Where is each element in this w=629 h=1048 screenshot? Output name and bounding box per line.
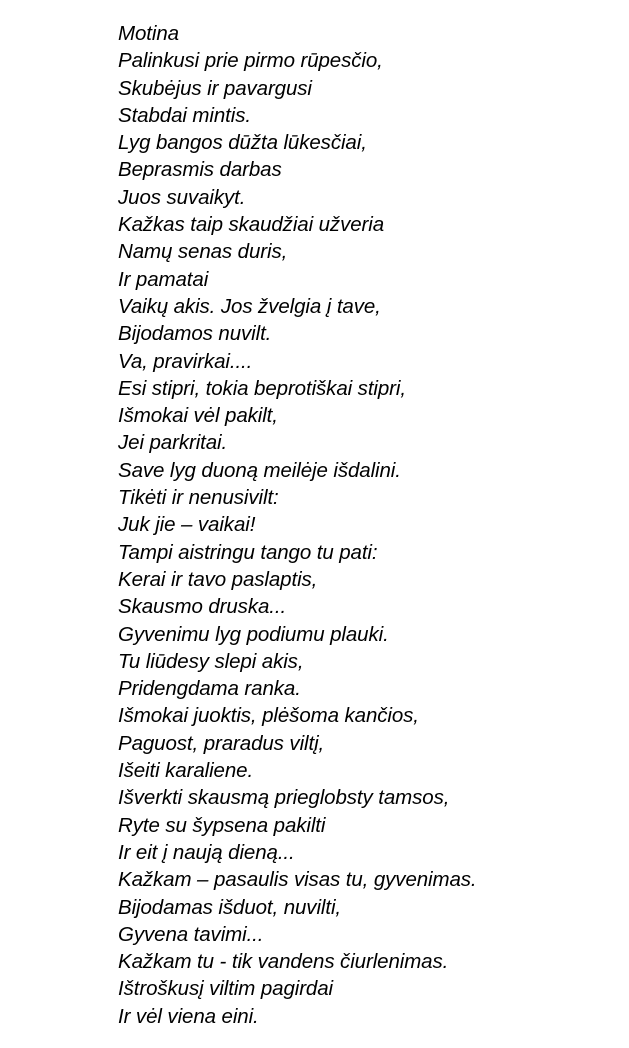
poem-line: Kažkas taip skaudžiai užveria [118, 213, 385, 237]
poem-line: Skubėjus ir pavargusi [118, 76, 312, 100]
poem-line: Va, pravirkai.... [118, 349, 253, 373]
poem-line: Skausmo druska... [118, 595, 287, 619]
poem-line: Tampi aistringu tango tu pati: [118, 540, 378, 564]
poem-line: Tu liūdesy slepi akis, [118, 649, 304, 673]
poem-line: Vaikų akis. Jos žvelgia į tave, [118, 294, 381, 318]
poem-line: Išverkti skausmą prieglobsty tamsos, [118, 786, 450, 810]
poem-line: Kerai ir tavo paslaptis, [118, 567, 318, 591]
poem-title: Motina [118, 22, 179, 45]
poem-line: Tikėti ir nenusivilt: [118, 486, 279, 510]
poem-line: Ir pamatai [118, 267, 209, 291]
poem-line: Save lyg duoną meilėje išdalini. [118, 458, 401, 482]
poem-line: Išeiti karaliene. [118, 759, 254, 783]
poem-line: Beprasmis darbas [118, 158, 282, 182]
poem-line: Lyg bangos dūžta lūkesčiai, [118, 131, 367, 155]
poem [118, 20, 618, 1030]
poem-line: Išmokai vėl pakilt, [118, 404, 278, 428]
poem-line: Bijodamos nuvilt. [118, 322, 272, 346]
poem-line: Jei parkritai. [118, 431, 228, 455]
poem-line: Juos suvaikyt. [118, 185, 246, 209]
poem-line: Namų senas duris, [118, 240, 288, 264]
poem-line: Ryte su šypsena pakilti [118, 813, 326, 837]
poem-line: Bijodamas išduot, nuvilti, [118, 895, 342, 919]
poem-line: Paguost, praradus viltį, [118, 731, 325, 755]
poem-line: Juk jie – vaikai! [118, 513, 256, 537]
poem-line: Gyvena tavimi... [118, 922, 264, 946]
poem-line: Stabdai mintis. [118, 103, 251, 127]
poem-line: Gyvenimu lyg podiumu plauki. [118, 622, 389, 646]
poem-line: Kažkam – pasaulis visas tu, gyvenimas. [118, 868, 477, 892]
poem-line: Ir vėl viena eini. [118, 1004, 259, 1028]
poem-line: Išmokai juoktis, plėšoma kančios, [118, 704, 419, 728]
poem-line: Pridengdama ranka. [118, 677, 301, 701]
poem-line: Kažkam tu - tik vandens čiurlenimas. [118, 950, 449, 974]
poem-line: Palinkusi prie pirmo rūpesčio, [118, 49, 383, 73]
poem-line: Esi stipri, tokia beprotiškai stipri, [118, 376, 406, 400]
poem-line: Ir eit į naują dieną... [118, 840, 295, 864]
poem-line: Ištroškusį viltim pagirdai [118, 977, 333, 1001]
